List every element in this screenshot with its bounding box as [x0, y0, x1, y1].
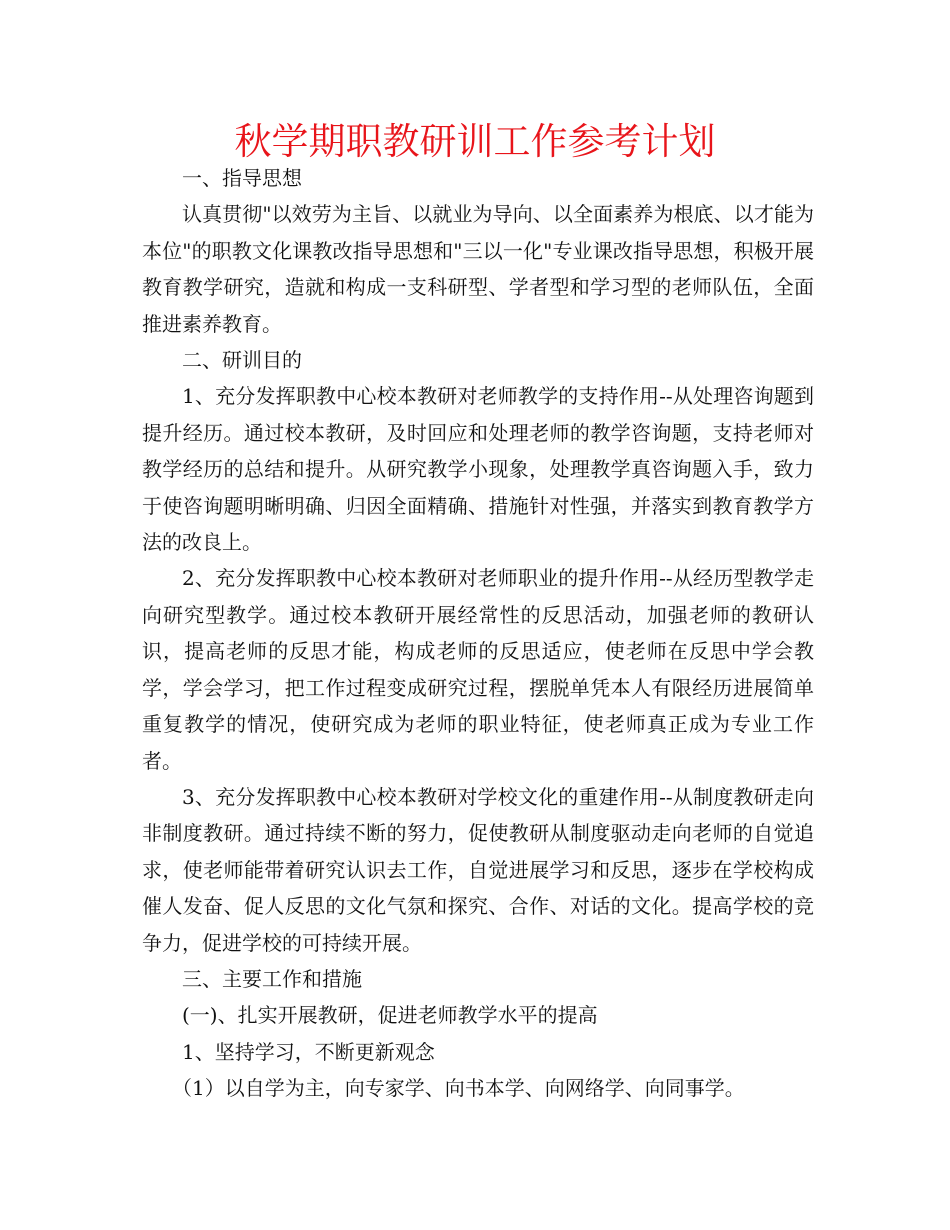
subheading-keep-learning: 1、坚持学习，不断更新观念: [182, 1039, 435, 1064]
paragraph-goal-1: 1、充分发挥职教中心校本教研对老师教学的支持作用--从处理咨询题到提升经历。通过校本教研，及时回应和处理老师的教学咨询题，支持老师对教学经历的总结和提升。从研究教学小现象，处理教学真咨询题入手，致力于使咨询题明晰明确、归因全面精确、措施针对性强，并落实到教育教学方法的改良上。: [142, 384, 814, 555]
paragraph-guiding-thought: 认真贯彻"以效劳为主旨、以就业为导向、以全面素养为根底、以才能为本位"的职教文化课教改指导思想和"三以一化"专业课改指导思想，积极开展教育教学研究，造就和构成一支科研型、学者型和学习型的老师队伍，全面推进素养教育。: [142, 202, 814, 336]
paragraph-goal-3: 3、充分发挥职教中心校本教研对学校文化的重建作用--从制度教研走向非制度教研。通过持续不断的努力，促使教研从制度驱动走向老师的自觉追求，使老师能带着研究认识去工作，自觉进展学习和反思，逐步在学校构成催人发奋、促人反思的文化气氛和探究、合作、对话的文化。提高学校的竞争力，促进学校的可持续开展。: [142, 784, 814, 955]
list-item-self-study: （1）以自学为主，向专家学、向书本学、向网络学、向同事学。: [172, 1076, 745, 1101]
section-heading-training-goals: 二、研训目的: [182, 348, 302, 373]
paragraph-goal-2: 2、充分发挥职教中心校本教研对老师职业的提升作用--从经历型教学走向研究型教学。通过校本教研开展经常性的反思活动，加强老师的教研认识，提高老师的反思才能，构成老师的反思适应，使老师在反思中学会教学，学会学习，把工作过程变成研究过程，摆脱单凭本人有限经历进展简单重复教学的情况，使研究成为老师的职业特征，使老师真正成为专业工作者。: [142, 566, 814, 773]
document-body: [142, 160, 814, 1107]
section-heading-main-work: 三、主要工作和措施: [182, 966, 362, 991]
document-title: 秋学期职教研训工作参考计划: [234, 120, 716, 163]
subheading-teaching-research: (一)、扎实开展教研，促进老师教学水平的提高: [182, 1003, 598, 1028]
section-heading-guiding-thought: 一、指导思想: [182, 166, 302, 190]
